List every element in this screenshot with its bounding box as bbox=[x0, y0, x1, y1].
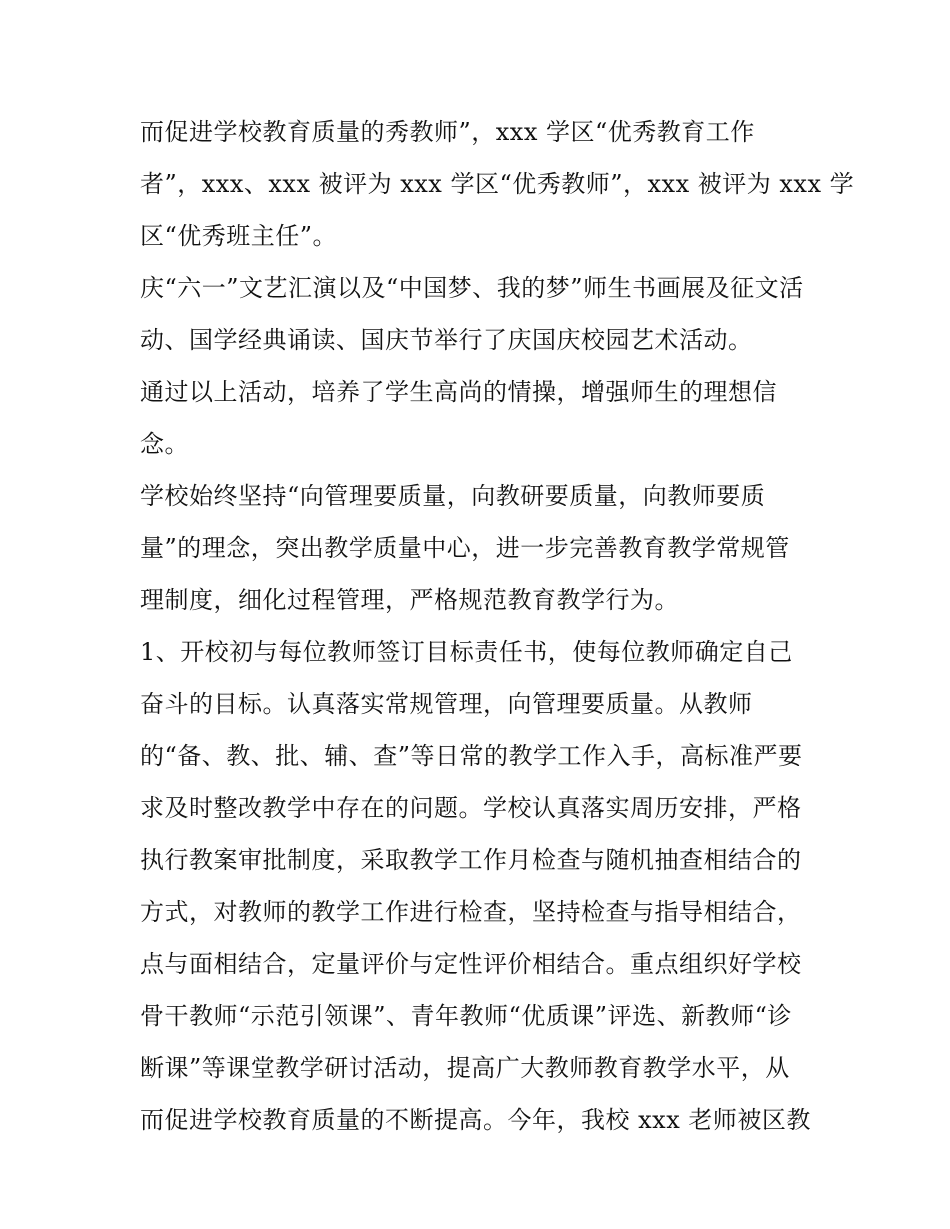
text-line: 学校始终坚持“向管理要质量，向教研要质量，向教师要质 bbox=[140, 482, 766, 510]
text-line: 庆“六一”文艺汇演以及“中国梦、我的梦”师生书画展及征文活 bbox=[140, 274, 804, 302]
text-line: 而促进学校教育质量的不断提高。今年，我校 xxx 老师被区教 bbox=[140, 1106, 811, 1134]
text-line: 求及时整改教学中存在的问题。学校认真落实周历安排，严格 bbox=[140, 794, 802, 822]
text-line: 念。 bbox=[140, 430, 189, 458]
text-line: 断课”等课堂教学研讨活动，提高广大教师教育教学水平，从 bbox=[140, 1054, 790, 1082]
text-line: 方式，对教师的教学工作进行检查，坚持检查与指导相结合， bbox=[140, 898, 802, 926]
text-line: 理制度，细化过程管理，严格规范教育教学行为。 bbox=[140, 586, 679, 614]
text-line: 执行教案审批制度，采取教学工作月检查与随机抽查相结合的 bbox=[140, 846, 802, 874]
text-line: 动、国学经典诵读、国庆节举行了庆国庆校园艺术活动。 bbox=[140, 326, 753, 354]
text-line: 1、开校初与每位教师签订目标责任书，使每位教师确定自己 bbox=[140, 638, 793, 666]
text-line: 奋斗的目标。认真落实常规管理，向管理要质量。从教师 bbox=[140, 690, 753, 718]
text-line: 点与面相结合，定量评价与定性评价相结合。重点组织好学校 bbox=[140, 950, 802, 978]
text-line: 骨干教师“示范引领课”、青年教师“优质课”评选、新教师“诊 bbox=[140, 1002, 792, 1030]
text-line: 的“备、教、批、辅、查”等日常的教学工作入手，高标准严要 bbox=[140, 742, 803, 770]
text-line: 而促进学校教育质量的秀教师”，xxx 学区“优秀教育工作 bbox=[140, 118, 755, 146]
text-line: 区“优秀班主任”。 bbox=[140, 222, 338, 250]
text-line: 量”的理念，突出教学质量中心，进一步完善教育教学常规管 bbox=[140, 534, 790, 562]
document-body bbox=[140, 106, 855, 1146]
text-line: 者”，xxx、xxx 被评为 xxx 学区“优秀教师”，xxx 被评为 xxx 学 bbox=[140, 170, 855, 198]
text-line: 通过以上活动，培养了学生高尚的情操，增强师生的理想信 bbox=[140, 378, 777, 406]
